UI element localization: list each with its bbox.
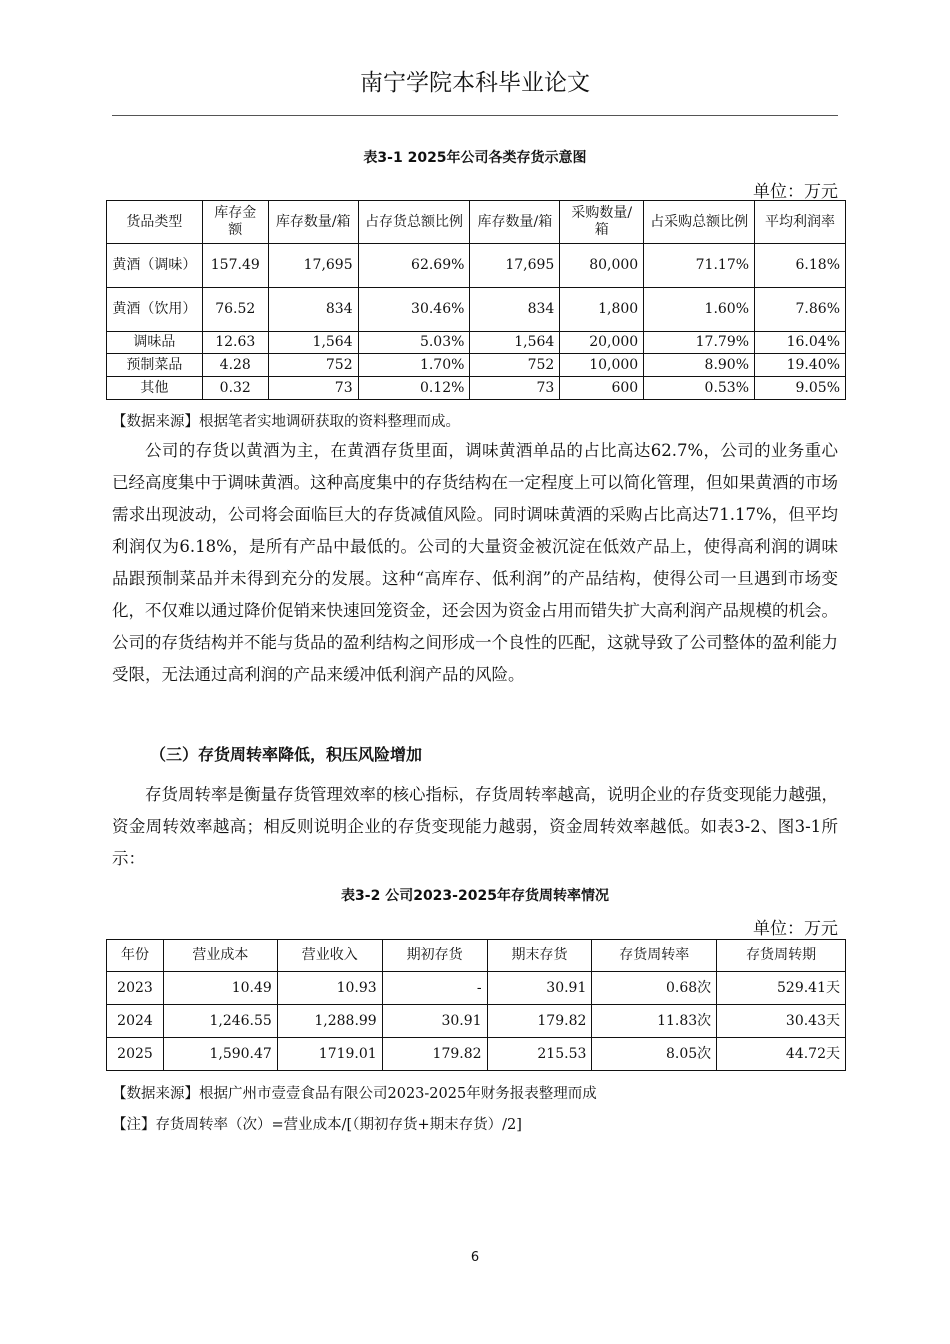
header-cell: 库存数量/箱 xyxy=(268,201,358,244)
table-cell: 12.63 xyxy=(202,332,268,354)
table-cell: 157.49 xyxy=(202,244,268,288)
header-cell: 存货周转期 xyxy=(717,940,846,972)
table-cell: 30.91 xyxy=(382,1005,487,1038)
table-cell: 2024 xyxy=(107,1005,164,1038)
table-cell: 600 xyxy=(560,377,644,400)
paragraph-inventory-structure: 公司的存货以黄酒为主，在黄酒存货里面，调味黄酒单品的占比高达62.7%，公司的业务重心已经高度集中于调味黄酒。这种高度集中的存货结构在一定程度上可以简化管理，但如果黄酒的市场需求出现波动，公司将会面临巨大的存货减值风险。同时调味黄酒的采购占比高达71.17%，但平均利润仅为6.18%，是所有产品中最低的。公司的大量资金被沉淀在低效产品上，使得高利润的调味品跟预制菜品并未得到充分的发展。这种“高库存、低利润”的产品结构，使得公司一旦遇到市场变化，不仅难以通过降价促销来快速回笼资金，还会因为资金占用而错失扩大高利润产品规模的机会。公司的存货结构并不能与货品的盈利结构之间形成一个良性的匹配，这就导致了公司整体的盈利能力受限，无法通过高利润的产品来缓冲低利润产品的风险。 xyxy=(112,441,838,684)
table-cell: - xyxy=(382,972,487,1005)
table-cell: 1,800 xyxy=(560,288,644,332)
header-cell: 占采购总额比例 xyxy=(644,201,755,244)
table-cell: 调味品 xyxy=(107,332,203,354)
table-cell: 44.72天 xyxy=(717,1038,846,1071)
table-cell: 73 xyxy=(268,377,358,400)
section-heading: （三）存货周转率降低，积压风险增加 xyxy=(150,745,423,764)
table-cell: 2025 xyxy=(107,1038,164,1071)
table-cell: 1,564 xyxy=(470,332,560,354)
table-cell: 179.82 xyxy=(487,1005,592,1038)
table-cell: 1719.01 xyxy=(277,1038,382,1071)
table-cell: 752 xyxy=(470,354,560,377)
header-cell: 年份 xyxy=(107,940,164,972)
table-cell: 8.05次 xyxy=(592,1038,717,1071)
page-number: 6 xyxy=(470,1250,480,1265)
table-cell: 752 xyxy=(268,354,358,377)
table-cell: 71.17% xyxy=(644,244,755,288)
header-cell: 货品类型 xyxy=(107,201,203,244)
table-cell: 0.32 xyxy=(202,377,268,400)
table-cell: 73 xyxy=(470,377,560,400)
table-cell: 30.91 xyxy=(487,972,592,1005)
header-cell: 平均利润率 xyxy=(755,201,846,244)
table-cell: 0.12% xyxy=(358,377,470,400)
header-cell: 营业收入 xyxy=(277,940,382,972)
table-cell: 1.60% xyxy=(644,288,755,332)
table-cell: 黄酒（调味） xyxy=(107,244,203,288)
table-cell: 179.82 xyxy=(382,1038,487,1071)
table-row xyxy=(107,244,846,288)
table2-caption: 表3-2 公司2023-2025年存货周转率情况 xyxy=(341,888,609,904)
table-row xyxy=(107,354,846,377)
table-row xyxy=(107,972,846,1005)
table-cell: 2023 xyxy=(107,972,164,1005)
table-cell: 30.46% xyxy=(358,288,470,332)
table-row xyxy=(107,288,846,332)
header-cell: 库存数量/箱 xyxy=(470,201,560,244)
table-row xyxy=(107,377,846,400)
table-row xyxy=(107,332,846,354)
table-cell: 30.43天 xyxy=(717,1005,846,1038)
table-cell: 1,288.99 xyxy=(277,1005,382,1038)
header-cell: 营业成本 xyxy=(163,940,277,972)
paragraph-turnover: 存货周转率是衡量存货管理效率的核心指标，存货周转率越高，说明企业的存货变现能力越强，资金周转效率越高；相反则说明企业的存货变现能力越弱，资金周转效率越低。如表3-2、图3-1所示： xyxy=(112,785,838,868)
turnover-table xyxy=(106,939,846,1071)
table-cell: 834 xyxy=(470,288,560,332)
table-cell: 215.53 xyxy=(487,1038,592,1071)
table-cell: 16.04% xyxy=(755,332,846,354)
table-cell: 7.86% xyxy=(755,288,846,332)
table2-note: 【注】存货周转率（次）=营业成本/[（期初存货+期末存货）/2] xyxy=(112,1117,522,1133)
header-cell: 采购数量/箱 xyxy=(560,201,644,244)
header-cell: 占存货总额比例 xyxy=(358,201,470,244)
header-cell: 期末存货 xyxy=(487,940,592,972)
table-cell: 0.68次 xyxy=(592,972,717,1005)
table-cell: 11.83次 xyxy=(592,1005,717,1038)
inventory-table xyxy=(106,200,846,400)
table-cell: 10.93 xyxy=(277,972,382,1005)
table-cell: 5.03% xyxy=(358,332,470,354)
table-header-row xyxy=(107,201,846,244)
table-cell: 4.28 xyxy=(202,354,268,377)
table-cell: 其他 xyxy=(107,377,203,400)
header-cell: 库存金额 xyxy=(202,201,268,244)
table1-source: 【数据来源】根据笔者实地调研获取的资料整理而成。 xyxy=(112,414,460,430)
page-header xyxy=(112,64,838,116)
table-cell: 预制菜品 xyxy=(107,354,203,377)
table2-unit: 单位：万元 xyxy=(753,919,838,939)
table1-unit: 单位：万元 xyxy=(753,182,838,202)
table-cell: 6.18% xyxy=(755,244,846,288)
table-cell: 8.90% xyxy=(644,354,755,377)
table-header-row xyxy=(107,940,846,972)
table-cell: 17,695 xyxy=(268,244,358,288)
table-cell: 1,246.55 xyxy=(163,1005,277,1038)
header-cell: 存货周转率 xyxy=(592,940,717,972)
table-cell: 0.53% xyxy=(644,377,755,400)
table-row xyxy=(107,1005,846,1038)
table-cell: 76.52 xyxy=(202,288,268,332)
table-cell: 80,000 xyxy=(560,244,644,288)
table-cell: 1.70% xyxy=(358,354,470,377)
table-cell: 10.49 xyxy=(163,972,277,1005)
table-row xyxy=(107,1038,846,1071)
table-cell: 17.79% xyxy=(644,332,755,354)
table-cell: 1,564 xyxy=(268,332,358,354)
table-cell: 529.41天 xyxy=(717,972,846,1005)
table-cell: 黄酒（饮用） xyxy=(107,288,203,332)
table-cell: 10,000 xyxy=(560,354,644,377)
table-cell: 17,695 xyxy=(470,244,560,288)
table-cell: 1,590.47 xyxy=(163,1038,277,1071)
table-cell: 19.40% xyxy=(755,354,846,377)
table-cell: 20,000 xyxy=(560,332,644,354)
table-cell: 9.05% xyxy=(755,377,846,400)
header-cell: 期初存货 xyxy=(382,940,487,972)
header-title: 南宁学院本科毕业论文 xyxy=(360,70,590,96)
table1-caption: 表3-1 2025年公司各类存货示意图 xyxy=(363,150,587,166)
table-cell: 834 xyxy=(268,288,358,332)
table2-source: 【数据来源】根据广州市壹壹食品有限公司2023-2025年财务报表整理而成 xyxy=(112,1086,597,1102)
table-cell: 62.69% xyxy=(358,244,470,288)
